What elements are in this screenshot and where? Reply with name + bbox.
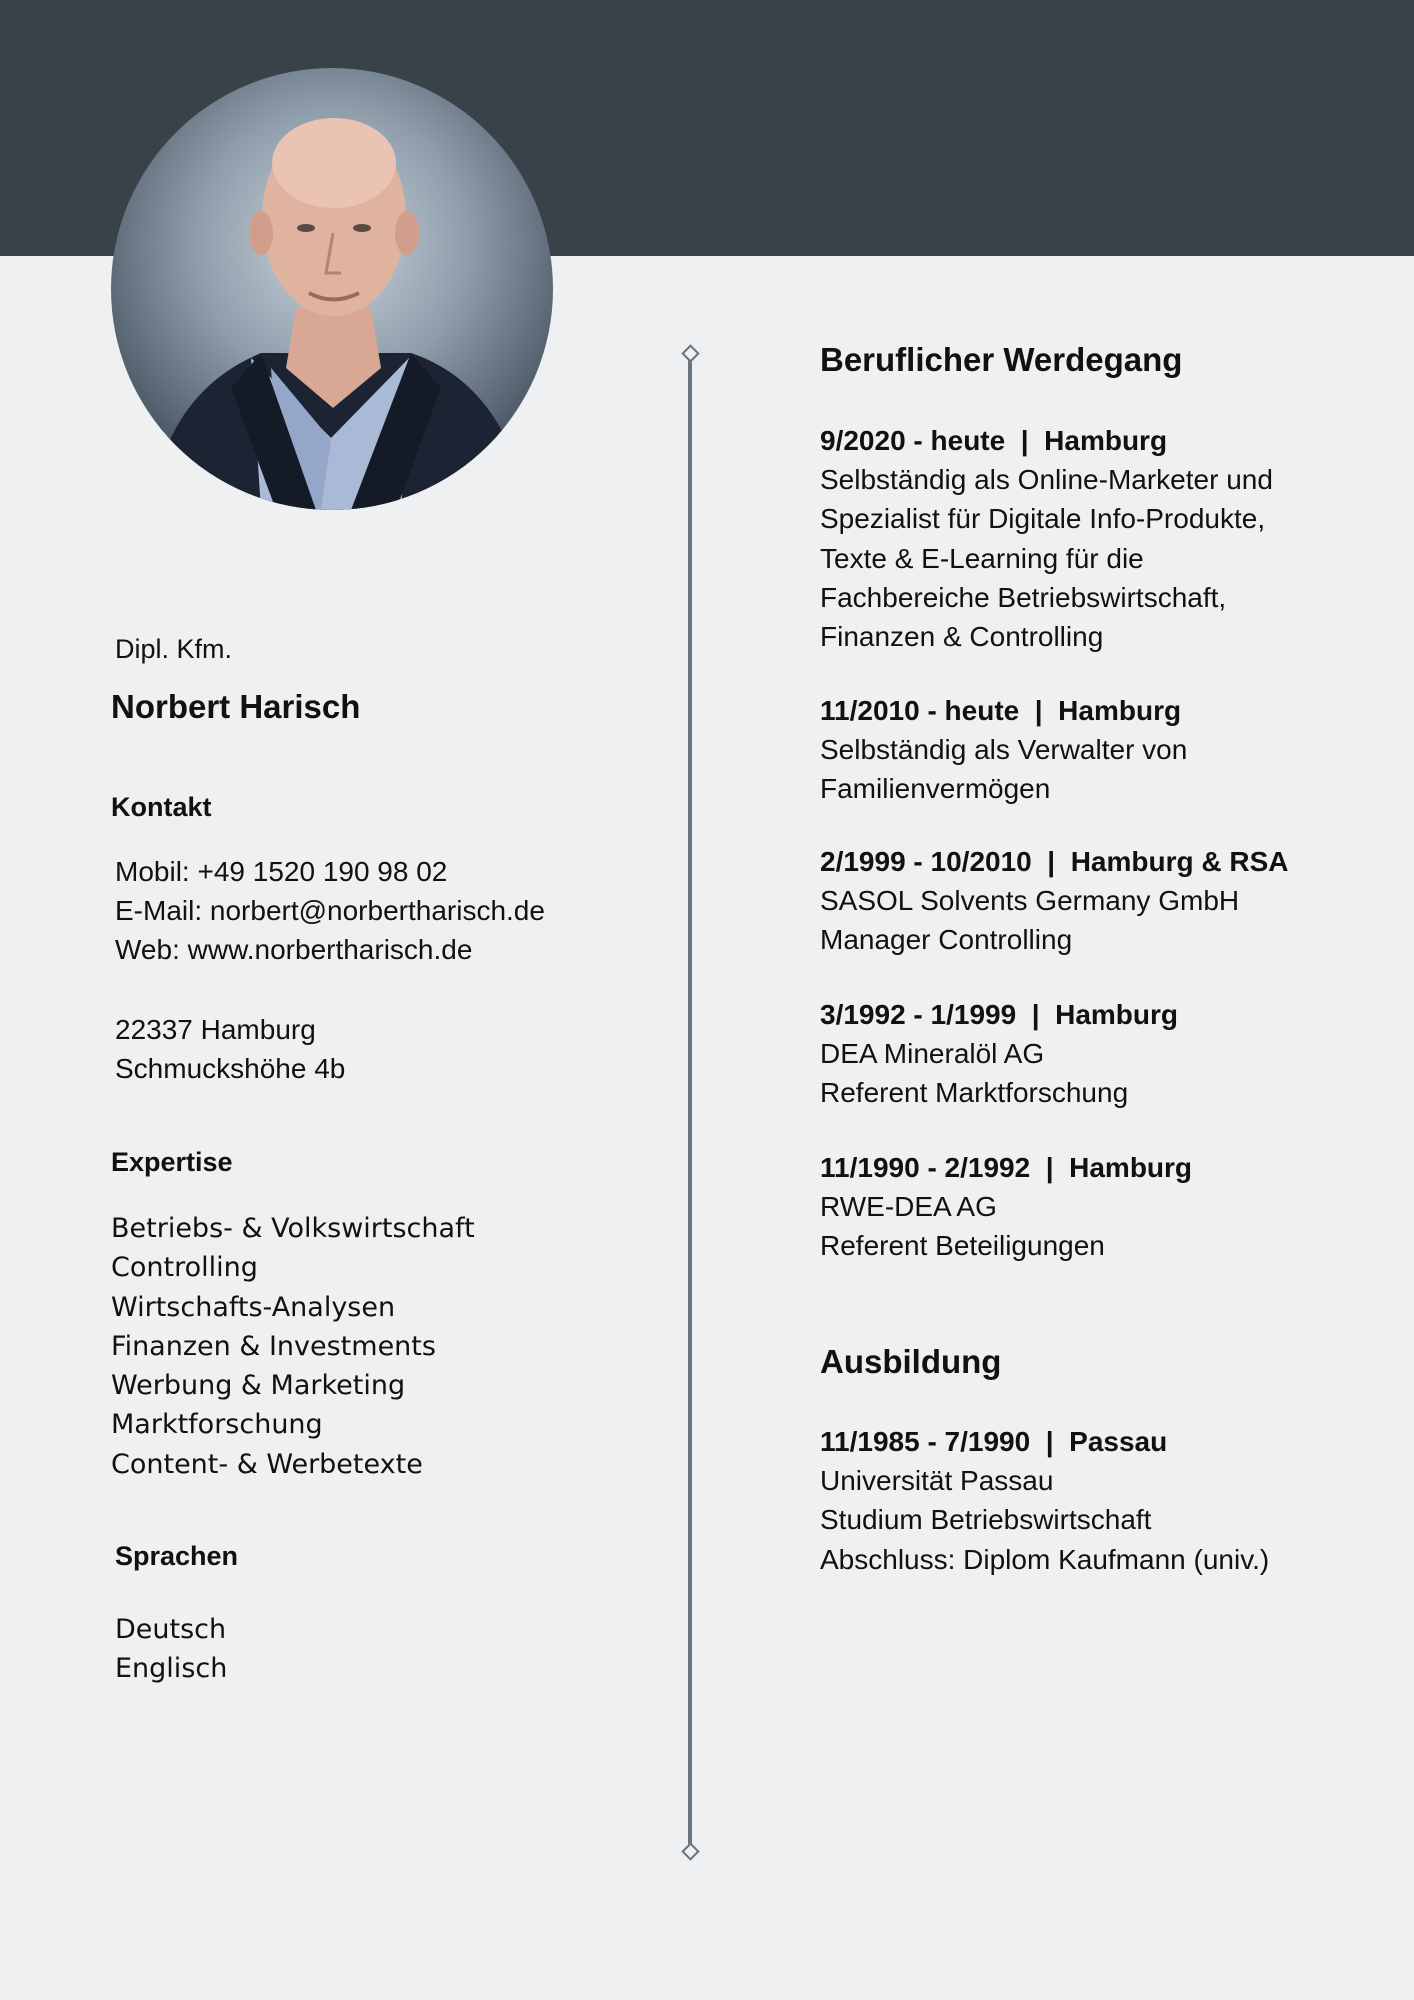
entry-line: Texte & E-Learning für die <box>820 542 1144 574</box>
address-street: Schmuckshöhe 4b <box>115 1053 346 1084</box>
list-item: Content- & Werbetexte <box>111 1448 423 1480</box>
expertise-list <box>111 1209 475 1484</box>
education-entry <box>820 1422 1269 1579</box>
entry-line: Manager Controlling <box>820 924 1073 956</box>
entry-line: Referent Beteiligungen <box>820 1230 1105 1262</box>
entry-head: 11/2010 - heute | Hamburg <box>820 695 1182 726</box>
entry-line: RWE-DEA AG <box>820 1191 997 1223</box>
career-entry <box>820 1148 1192 1266</box>
entry-line: Fachbereiche Betriebswirtschaft, <box>820 581 1227 613</box>
entry-line: Selbständig als Online-Marketer und <box>820 464 1273 496</box>
entry-head: 3/1992 - 1/1999 | Hamburg <box>820 999 1179 1030</box>
contact-mobile: Mobil: +49 1520 190 98 02 <box>115 856 448 887</box>
timeline-diamond-icon <box>681 1842 699 1860</box>
person-name: Norbert Harisch <box>111 688 361 725</box>
career-entry <box>820 421 1273 656</box>
list-item: Englisch <box>115 1653 228 1685</box>
address-postal: 22337 Hamburg <box>115 1014 316 1045</box>
werdegang-heading: Beruflicher Werdegang <box>820 341 1183 378</box>
sprachen-heading: Sprachen <box>115 1541 239 1571</box>
entry-head: 11/1990 - 2/1992 | Hamburg <box>820 1152 1193 1183</box>
list-item: Finanzen & Investments <box>111 1330 436 1362</box>
address-block <box>115 1010 345 1088</box>
entry-line: Familienvermögen <box>820 773 1051 805</box>
kontakt-heading: Kontakt <box>111 792 212 822</box>
contact-email: E-Mail: norbert@norbertharisch.de <box>115 895 545 926</box>
person-portrait-icon <box>111 68 553 510</box>
career-entry <box>820 995 1178 1113</box>
academic-title: Dipl. Kfm. <box>115 634 233 664</box>
entry-line: Studium Betriebswirtschaft <box>820 1504 1152 1536</box>
timeline-line <box>688 346 692 1856</box>
entry-head: 9/2020 - heute | Hamburg <box>820 425 1168 456</box>
sprachen-list <box>115 1610 227 1689</box>
list-item: Werbung & Marketing <box>111 1370 406 1402</box>
list-item: Betriebs- & Volkswirtschaft <box>111 1213 475 1244</box>
list-item: Marktforschung <box>111 1409 323 1441</box>
career-entry <box>820 691 1187 809</box>
expertise-heading: Expertise <box>111 1147 233 1177</box>
entry-head: 2/1999 - 10/2010 | Hamburg & RSA <box>820 846 1289 877</box>
profile-photo <box>111 68 553 510</box>
entry-line: Finanzen & Controlling <box>820 621 1104 653</box>
entry-line: SASOL Solvents Germany GmbH <box>820 885 1240 917</box>
contact-web: Web: www.norbertharisch.de <box>115 934 473 965</box>
entry-line: Selbständig als Verwalter von <box>820 734 1188 766</box>
entry-line: Referent Marktforschung <box>820 1077 1129 1109</box>
list-item: Deutsch <box>115 1614 227 1645</box>
timeline-diamond-icon <box>681 344 699 362</box>
entry-line: Universität Passau <box>820 1465 1054 1497</box>
list-item: Controlling <box>111 1252 258 1284</box>
entry-line: DEA Mineralöl AG <box>820 1038 1045 1070</box>
entry-line: Spezialist für Digitale Info-Produkte, <box>820 503 1266 535</box>
career-entry <box>820 842 1288 960</box>
ausbildung-heading: Ausbildung <box>820 1343 1002 1380</box>
entry-line: Abschluss: Diplom Kaufmann (univ.) <box>820 1543 1270 1575</box>
entry-head: 11/1985 - 7/1990 | Passau <box>820 1426 1168 1457</box>
contact-block <box>115 852 545 969</box>
list-item: Wirtschafts-Analysen <box>111 1291 396 1323</box>
